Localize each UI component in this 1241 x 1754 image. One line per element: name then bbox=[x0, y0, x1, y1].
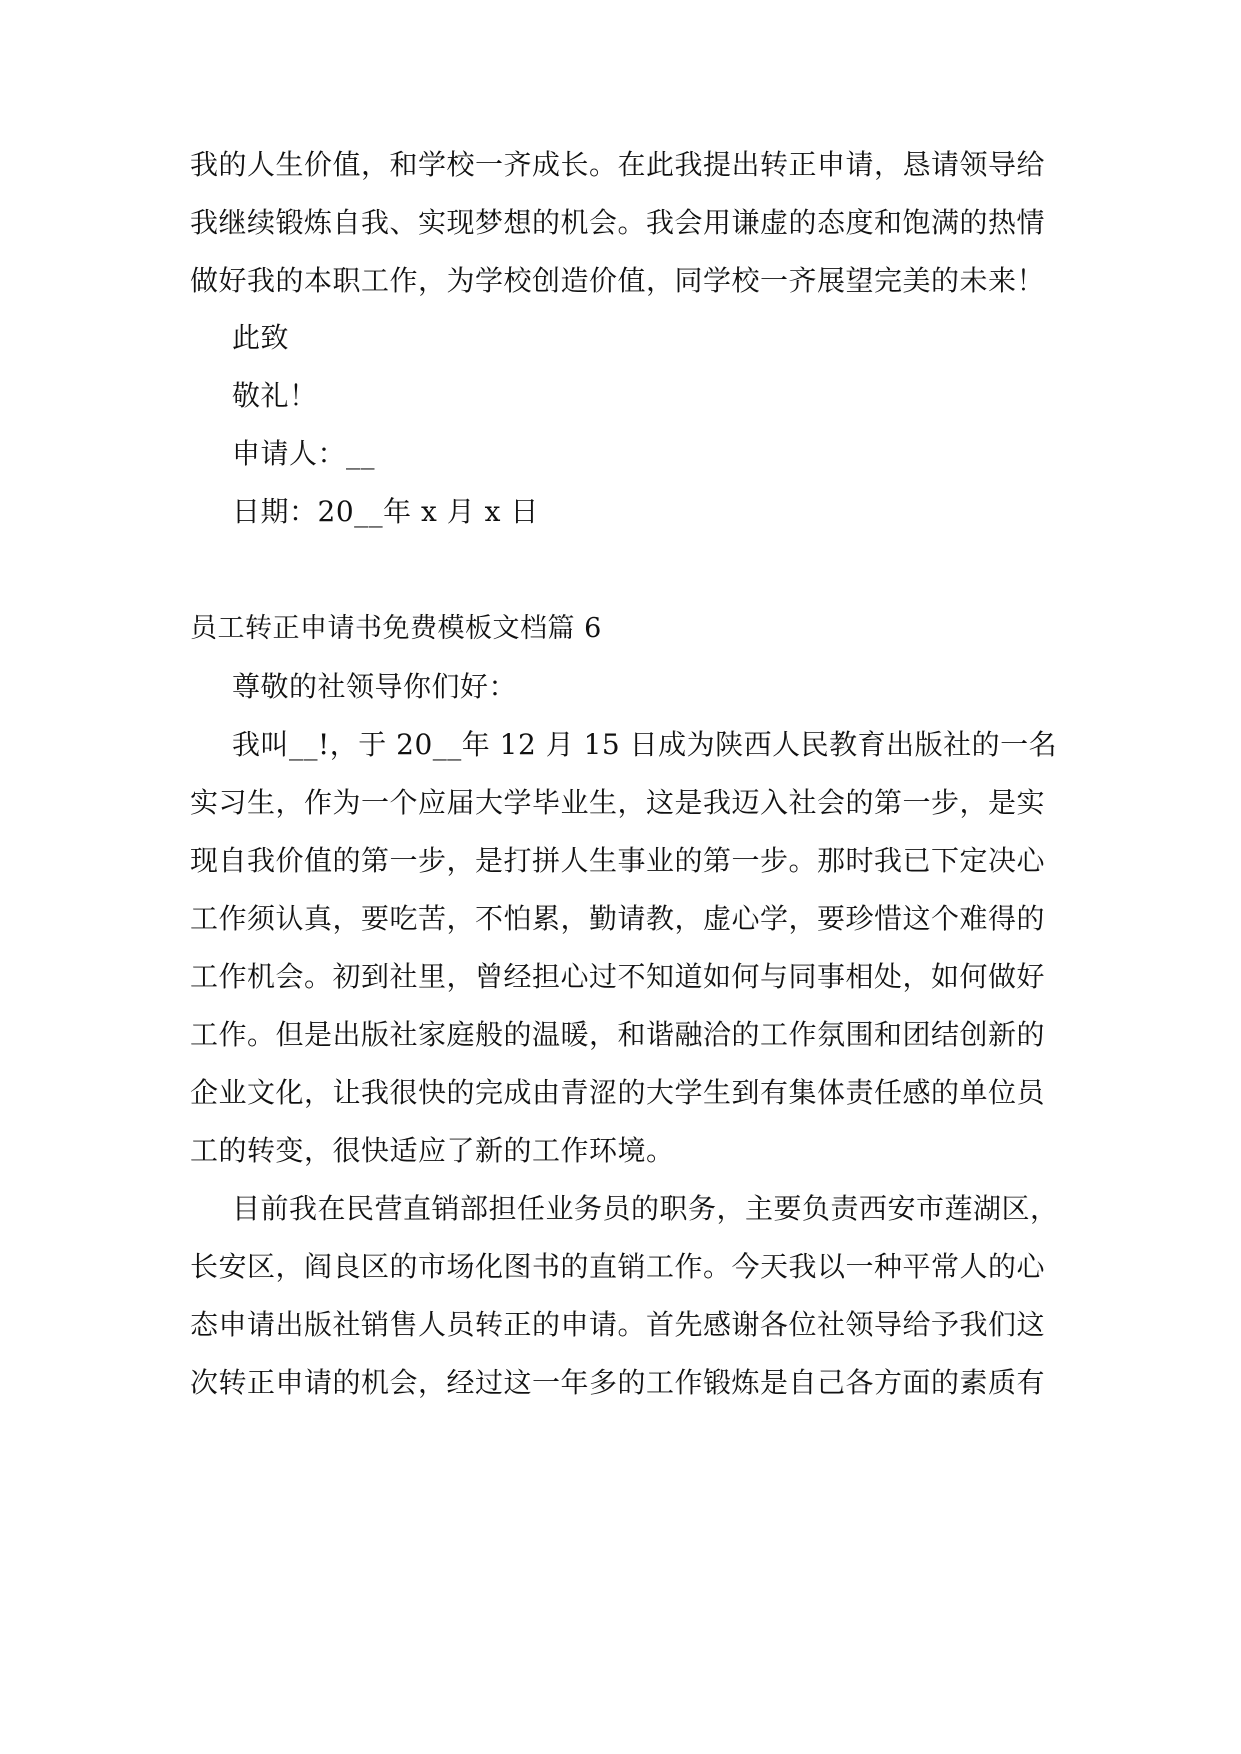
date-line: 日期：20__年 x 月 x 日 bbox=[232, 495, 539, 528]
body-text-line: 现自我价值的第一步，是打拼人生事业的第一步。那时我已下定决心 bbox=[190, 844, 1046, 877]
body-text-line: 态申请出版社销售人员转正的申请。首先感谢各位社领导给予我们这 bbox=[190, 1308, 1046, 1341]
body-text-line: 次转正申请的机会，经过这一年多的工作锻炼是自己各方面的素质有 bbox=[190, 1366, 1046, 1399]
greeting: 尊敬的社领导你们好： bbox=[232, 670, 518, 703]
body-text-line: 做好我的本职工作，为学校创造价值，同学校一齐展望完美的未来！ bbox=[190, 264, 1046, 297]
body-text-line: 目前我在民营直销部担任业务员的职务，主要负责西安市莲湖区， bbox=[232, 1192, 1059, 1225]
closing-salutation: 敬礼！ bbox=[232, 379, 318, 412]
section-title: 员工转正申请书免费模板文档篇 6 bbox=[190, 613, 602, 644]
body-text-line: 我继续锻炼自我、实现梦想的机会。我会用谦虚的态度和饱满的热情 bbox=[190, 206, 1046, 239]
closing-salutation: 此致 bbox=[232, 321, 290, 354]
body-text-line: 长安区，阎良区的市场化图书的直销工作。今天我以一种平常人的心 bbox=[190, 1250, 1046, 1283]
body-text-line: 工作。但是出版社家庭般的温暖，和谐融洽的工作氛围和团结创新的 bbox=[190, 1018, 1046, 1051]
body-text-line: 企业文化，让我很快的完成由青涩的大学生到有集体责任感的单位员 bbox=[190, 1076, 1046, 1109]
body-text-line: 我叫__!，于 20__年 12 月 15 日成为陕西人民教育出版社的一名 bbox=[232, 728, 1058, 761]
body-text-line: 实习生，作为一个应届大学毕业生，这是我迈入社会的第一步，是实 bbox=[190, 786, 1046, 819]
body-text-line: 我的人生价值，和学校一齐成长。在此我提出转正申请，恳请领导给 bbox=[190, 148, 1046, 181]
body-text-line: 工的转变，很快适应了新的工作环境。 bbox=[190, 1134, 675, 1167]
applicant-line: 申请人：__ bbox=[232, 437, 376, 470]
body-text-line: 工作须认真，要吃苦，不怕累，勤请教，虚心学，要珍惜这个难得的 bbox=[190, 902, 1046, 935]
body-text-line: 工作机会。初到社里，曾经担心过不知道如何与同事相处，如何做好 bbox=[190, 960, 1046, 993]
